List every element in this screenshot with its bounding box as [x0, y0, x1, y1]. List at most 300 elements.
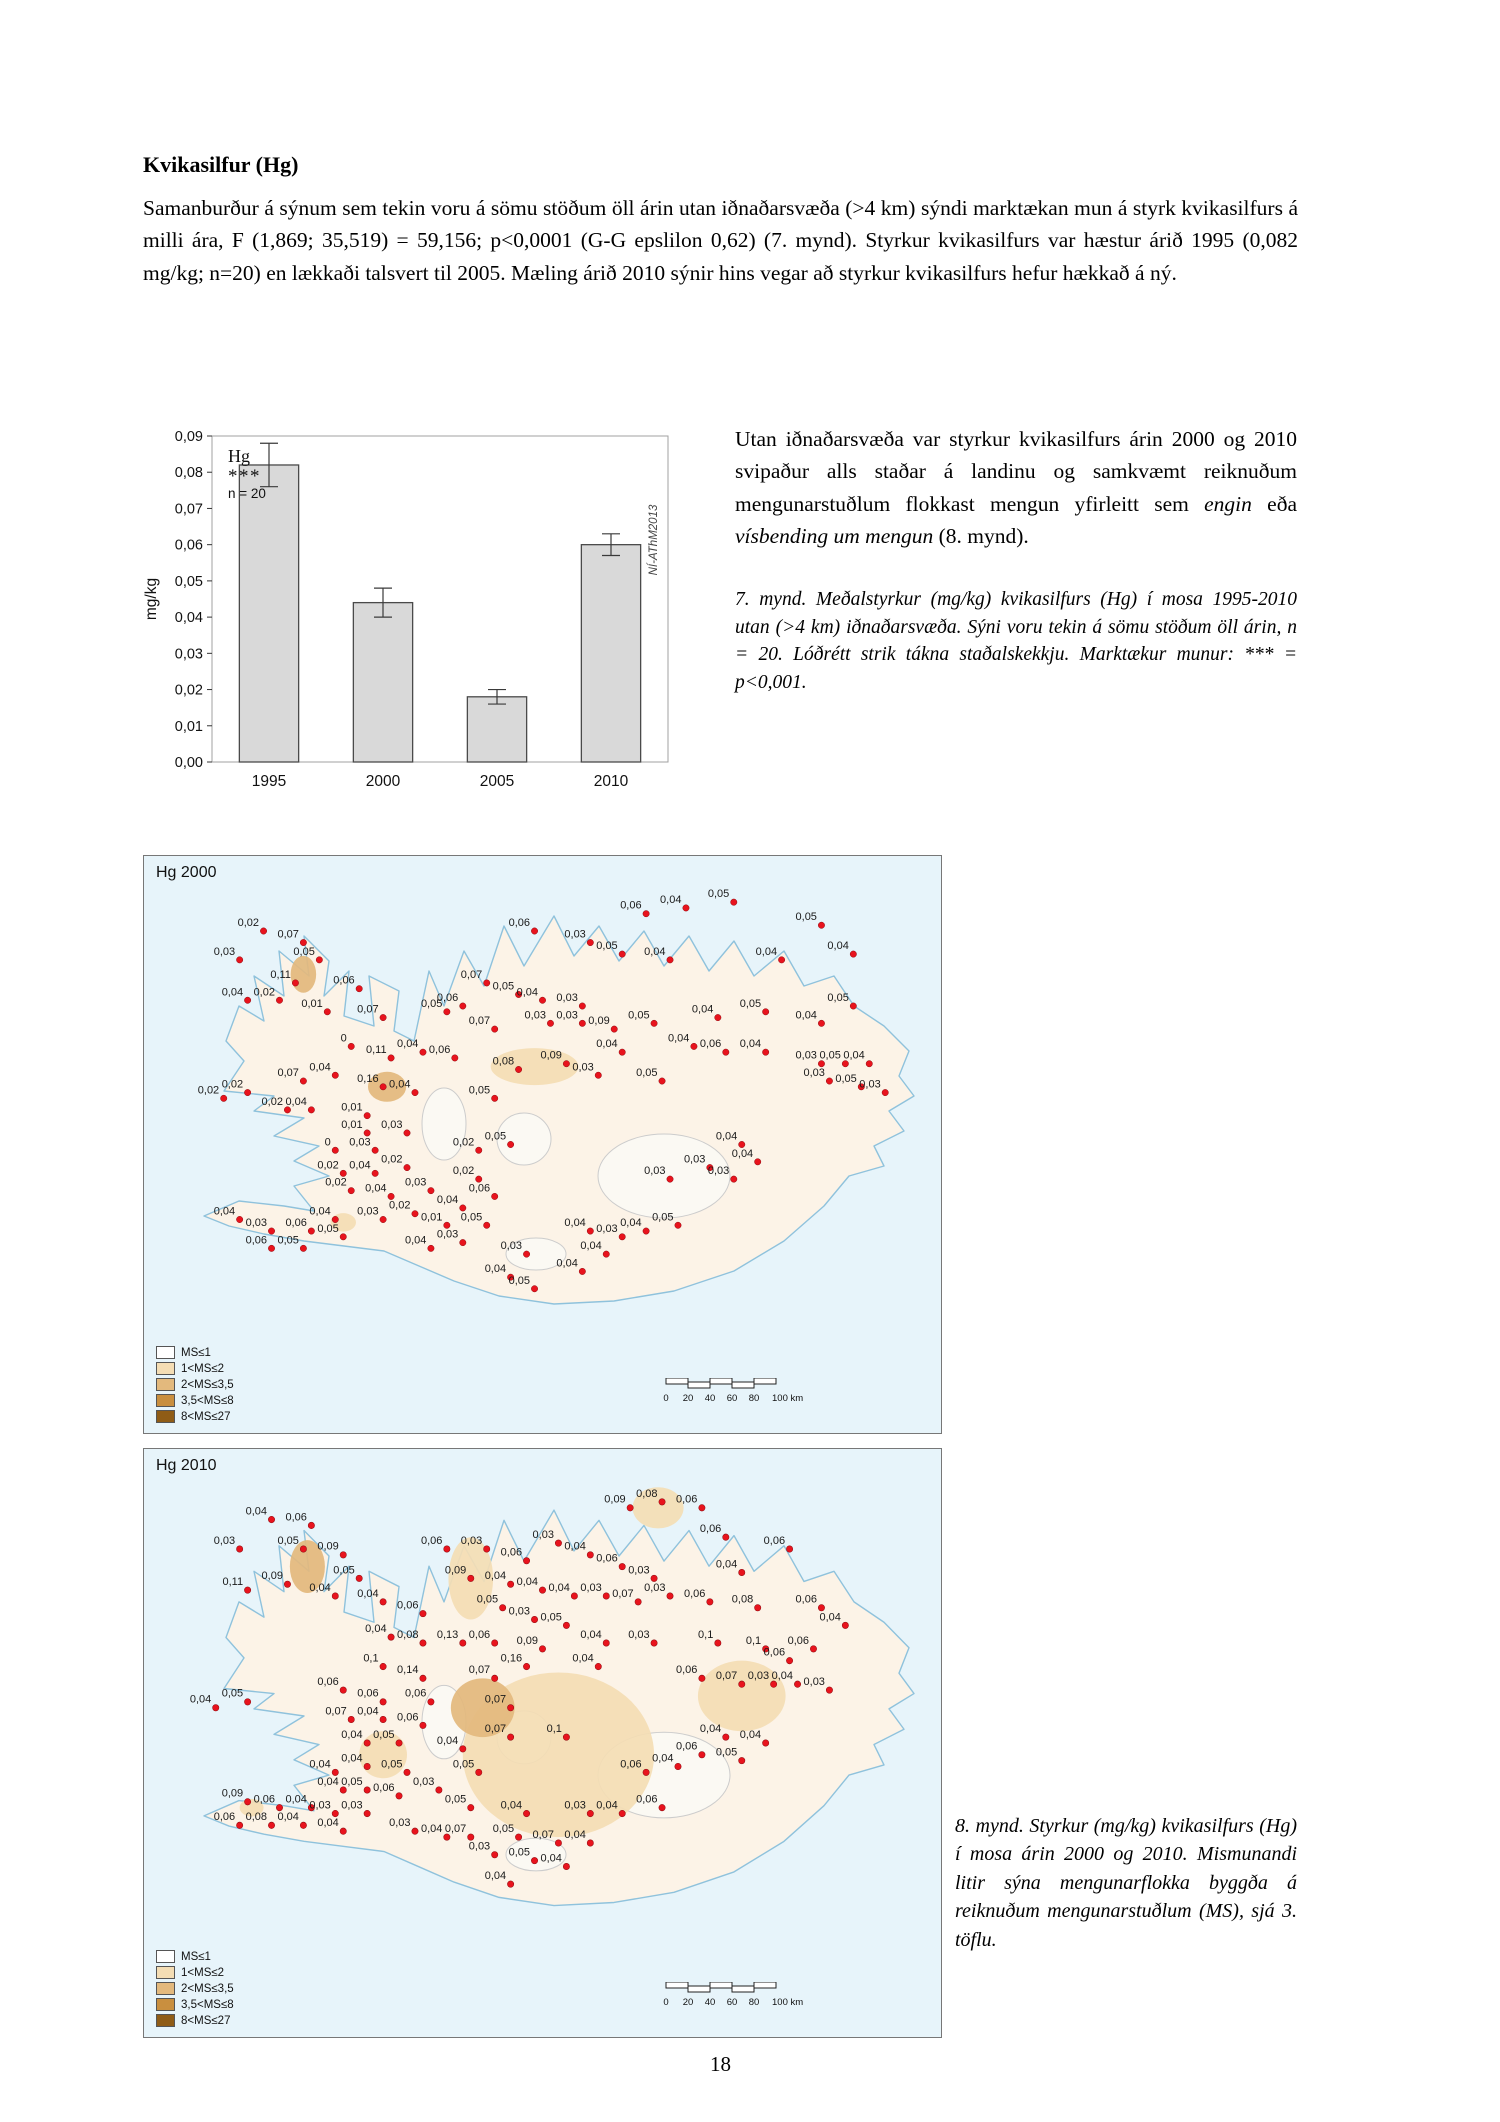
sample-value: 0,03: [404, 1176, 427, 1189]
scale-label: 20: [682, 1997, 694, 2008]
y-tick-label: 0,07: [174, 501, 203, 518]
sample-dot: [659, 1499, 665, 1506]
sample-dot: [308, 1228, 314, 1234]
sample-value: 0,05: [333, 1564, 355, 1577]
sample-dot: [683, 905, 689, 911]
sample-value: 0,03: [803, 1067, 825, 1080]
bar-chart-svg: [140, 420, 705, 825]
sample-value: 0,05: [460, 1211, 483, 1224]
sample-value: 0,07: [715, 1670, 738, 1683]
sample-dot: [332, 1147, 338, 1153]
sample-value: 0,04: [843, 1049, 865, 1062]
sample-value: 0: [324, 1136, 331, 1149]
sample-value: 0,06: [620, 899, 642, 912]
sample-value: 0,04: [660, 893, 682, 906]
sample-dot: [571, 1593, 577, 1600]
sample-dot: [213, 1704, 219, 1711]
map-legend-2000: [156, 1346, 234, 1423]
sample-value: 0,04: [620, 1217, 642, 1230]
sample-dot: [244, 1699, 250, 1706]
sample-dot: [739, 1569, 745, 1576]
legend-label: 3,5<MS≤8: [181, 1998, 234, 2011]
sample-dot: [340, 1687, 346, 1694]
sample-dot: [364, 1112, 370, 1118]
sample-dot: [491, 1640, 497, 1647]
y-tick-label: 0,05: [174, 573, 203, 590]
sample-value: 0,02: [452, 1165, 475, 1178]
sample-dot: [340, 1552, 346, 1559]
sample-dot: [651, 1640, 657, 1647]
sample-dot: [236, 1822, 242, 1829]
sample-value: 0,03: [683, 1153, 706, 1166]
sample-value: 0,08: [245, 1811, 268, 1824]
sample-dot: [507, 1141, 513, 1147]
legend-swatch: [156, 1998, 175, 2011]
sample-value: 0,03: [795, 1049, 817, 1062]
sample-value: 0,05: [381, 1758, 403, 1771]
sample-dot: [643, 911, 649, 917]
sample-dot: [444, 1009, 450, 1015]
sample-dot: [276, 997, 282, 1003]
sample-value: 0,02: [253, 986, 275, 999]
sample-value: 0,09: [444, 1564, 467, 1577]
text-segment: eða: [1251, 491, 1297, 516]
sample-value: 0,03: [572, 1061, 594, 1074]
legend-item: [156, 1394, 234, 1407]
sample-dot: [850, 951, 856, 957]
y-tick-label: 0,03: [174, 646, 203, 663]
sample-value: 0,04: [436, 1193, 459, 1206]
sample-value: 0,05: [827, 992, 849, 1005]
sample-dot: [276, 1804, 282, 1811]
sample-dot: [603, 1640, 609, 1647]
sample-dot: [603, 1251, 609, 1257]
sample-dot: [539, 1646, 545, 1653]
sample-dot: [499, 1604, 505, 1611]
sample-dot: [460, 1640, 466, 1647]
scale-segment: [754, 1982, 776, 1988]
sample-value: 0,05: [492, 980, 515, 993]
sample-value: 0,07: [484, 1722, 507, 1736]
sample-dot: [221, 1095, 227, 1101]
sample-value: 0,05: [317, 1222, 339, 1235]
bar: [581, 545, 640, 762]
sample-dot: [428, 1699, 434, 1706]
sample-dot: [667, 957, 673, 963]
sample-dot: [826, 1687, 832, 1694]
sample-value: 0,04: [580, 1628, 602, 1641]
legend-swatch: [156, 1346, 175, 1359]
sample-value: 0,04: [572, 1652, 594, 1665]
sample-value: 0,13: [436, 1628, 459, 1641]
sample-value: 0,04: [397, 1038, 419, 1051]
sample-value: 0,04: [309, 1581, 331, 1594]
sample-value: 0,16: [357, 1072, 379, 1085]
sample-dot: [491, 1851, 497, 1858]
sample-dot: [563, 1734, 569, 1741]
sample-value: 0,04: [715, 1558, 738, 1571]
sample-value: 0,06: [500, 1546, 523, 1559]
sample-dot: [643, 1228, 649, 1234]
sample-dot: [380, 1216, 386, 1222]
sample-dot: [699, 1751, 705, 1758]
scale-segment: [754, 1378, 776, 1384]
y-tick-label: 0,01: [174, 718, 203, 735]
legend-swatch: [156, 1950, 175, 1963]
pollution-patch: [291, 956, 317, 993]
sample-value: 0,06: [285, 1217, 307, 1230]
sample-value: 0,05: [492, 1822, 515, 1836]
sample-value: 0,06: [699, 1523, 722, 1536]
sample-value: 0,04: [436, 1734, 459, 1747]
sample-value: 0,04: [404, 1234, 427, 1247]
legend-item: [156, 1966, 234, 1979]
sample-value: 0,04: [556, 1257, 578, 1270]
sample-value: 0,06: [676, 1664, 698, 1677]
sample-dot: [300, 1546, 306, 1553]
sample-value: 0,06: [636, 1793, 658, 1806]
sample-value: 0,02: [325, 1176, 347, 1189]
sample-dot: [380, 1084, 386, 1090]
x-tick-label: 2000: [365, 773, 401, 790]
sample-value: 0,04: [540, 1852, 562, 1865]
sample-dot: [531, 1857, 537, 1864]
legend-label: 1<MS≤2: [181, 1966, 225, 1979]
sample-value: 0,05: [484, 1130, 507, 1143]
scale-segment: [688, 1382, 710, 1388]
sample-dot: [699, 1505, 705, 1512]
sample-value: 0,06: [420, 1534, 443, 1547]
x-tick-label: 1995: [251, 773, 287, 790]
sample-value: 0,06: [397, 1711, 419, 1724]
sample-value: 0,05: [508, 1274, 531, 1287]
sample-value: 0,04: [755, 945, 778, 958]
y-axis-label: mg/kg: [143, 577, 160, 621]
sample-value: 0,02: [389, 1199, 411, 1212]
sample-dot: [468, 1575, 474, 1582]
sample-value: 0,04: [349, 1159, 371, 1172]
sample-dot: [292, 980, 298, 986]
sample-value: 0,07: [468, 1664, 491, 1677]
sample-dot: [739, 1757, 745, 1764]
sample-dot: [762, 1740, 768, 1747]
sample-value: 0,03: [556, 992, 578, 1005]
sample-value: 0,09: [317, 1540, 339, 1553]
sample-value: 0,04: [341, 1728, 363, 1741]
sample-dot: [491, 1675, 497, 1682]
sample-value: 0,11: [365, 1043, 387, 1056]
sample-value: 0,04: [245, 1505, 268, 1518]
right-column: [735, 423, 1297, 697]
sample-value: 0,06: [763, 1534, 786, 1547]
sample-dot: [460, 1746, 466, 1753]
sample-dot: [675, 1763, 681, 1770]
sample-dot: [675, 1222, 681, 1228]
sample-value: 0,1: [363, 1652, 379, 1665]
scale-label: 100 km: [772, 1393, 804, 1404]
sample-value: 0,06: [253, 1793, 275, 1806]
sample-value: 0,09: [261, 1570, 283, 1583]
sample-dot: [476, 1147, 482, 1153]
sample-value: 0,03: [564, 1799, 586, 1812]
sample-value: 0,04: [285, 1095, 307, 1108]
bar: [467, 697, 526, 762]
sample-dot: [372, 1170, 378, 1176]
sample-value: 0,1: [546, 1722, 562, 1736]
sample-dot: [364, 1740, 370, 1747]
sample-dot: [850, 1003, 856, 1009]
sample-dot: [603, 1593, 609, 1600]
sample-value: 0,05: [373, 1728, 395, 1741]
hg-bar-chart: [140, 420, 705, 825]
section-heading: Kvikasilfur (Hg): [143, 152, 299, 177]
sample-value: 0,04: [365, 1182, 387, 1195]
sample-value: 0,16: [500, 1652, 523, 1665]
sample-value: 0,04: [564, 1828, 586, 1841]
sample-dot: [452, 1055, 458, 1061]
legend-item: [156, 1410, 234, 1423]
sample-dot: [762, 1009, 768, 1015]
y-tick-label: 0,04: [174, 610, 203, 627]
scale-label: 80: [748, 1997, 760, 2008]
watermark: NÍ-AThM2013: [648, 504, 660, 576]
sample-value: 0,05: [341, 1775, 363, 1788]
sample-dot: [412, 1211, 418, 1217]
sample-dot: [420, 1610, 426, 1617]
sample-value: 0,06: [213, 1811, 236, 1824]
sample-dot: [404, 1164, 410, 1170]
sample-value: 0,04: [309, 1205, 331, 1218]
legend-item: [156, 1378, 234, 1391]
sample-dot: [420, 1049, 426, 1055]
sample-dot: [380, 1699, 386, 1706]
sample-dot: [380, 1716, 386, 1723]
legend-label: 1<MS≤2: [181, 1362, 225, 1375]
sample-value: 0,03: [413, 1775, 435, 1788]
sample-value: 0,05: [652, 1211, 674, 1224]
y-tick-label: 0,00: [174, 755, 203, 771]
sample-value: 0,05: [715, 1746, 738, 1759]
sample-value: 0,07: [612, 1587, 634, 1600]
sample-dot: [651, 1575, 657, 1582]
sample-value: 0,04: [652, 1752, 674, 1765]
sample-value: 0,03: [357, 1205, 379, 1218]
sample-dot: [531, 928, 537, 934]
sample-dot: [523, 1251, 529, 1257]
sample-value: 0,05: [636, 1067, 658, 1080]
scale-segment: [666, 1378, 688, 1384]
sample-value: 0,03: [707, 1165, 730, 1178]
scale-segment: [732, 1382, 754, 1388]
sample-value: 0,01: [301, 997, 323, 1010]
sample-dot: [531, 1616, 537, 1623]
sample-dot: [635, 1599, 641, 1606]
sample-value: 0,07: [484, 1693, 507, 1706]
sample-dot: [484, 1546, 490, 1553]
sample-value: 0,11: [222, 1575, 244, 1589]
sample-dot: [539, 997, 545, 1003]
sample-value: 0,03: [508, 1605, 531, 1618]
sample-value: 0,05: [444, 1793, 467, 1806]
map-hg-2000: [143, 855, 942, 1434]
sample-dot: [268, 1516, 274, 1523]
y-tick-label: 0,06: [174, 537, 203, 554]
sample-dot: [699, 1675, 705, 1682]
sample-dot: [587, 1228, 593, 1234]
sample-dot: [420, 1722, 426, 1729]
sample-value: 0,14: [397, 1664, 419, 1677]
sample-value: 0,04: [309, 1061, 331, 1074]
sample-dot: [460, 1205, 466, 1211]
sample-value: 0,04: [699, 1722, 722, 1736]
sample-dot: [611, 1026, 617, 1032]
sample-value: 0,04: [819, 1611, 841, 1624]
sample-value: 0,04: [341, 1752, 363, 1765]
sample-dot: [723, 1049, 729, 1055]
legend-label: 3,5<MS≤8: [181, 1394, 234, 1407]
sample-dot: [667, 1176, 673, 1182]
sample-dot: [659, 1804, 665, 1811]
sample-value: 0,02: [317, 1159, 339, 1172]
sample-dot: [882, 1089, 888, 1095]
sample-dot: [507, 1704, 513, 1711]
sample-dot: [619, 1810, 625, 1817]
sample-dot: [531, 1286, 537, 1292]
sample-dot: [539, 1587, 545, 1594]
sample-dot: [587, 1552, 593, 1559]
sample-value: 0,04: [731, 1147, 754, 1160]
map-title-2010: Hg 2010: [156, 1457, 217, 1474]
sample-dot: [308, 1522, 314, 1529]
sample-dot: [547, 1020, 553, 1026]
sample-value: 0,03: [628, 1628, 650, 1641]
sample-value: 0,03: [460, 1534, 483, 1547]
sample-value: 0,04: [285, 1793, 307, 1806]
sample-value: 0,06: [620, 1758, 642, 1771]
sample-dot: [300, 1245, 306, 1251]
sample-dot: [619, 1234, 625, 1240]
legend-label: 8<MS≤27: [181, 1410, 231, 1423]
sample-dot: [476, 1769, 482, 1776]
sample-dot: [364, 1810, 370, 1817]
sample-value: 0,06: [508, 917, 531, 930]
sample-value: 0,06: [436, 992, 459, 1005]
sample-dot: [794, 1681, 800, 1688]
sample-value: 0,03: [389, 1817, 411, 1830]
sample-dot: [555, 1840, 561, 1847]
sample-dot: [739, 1141, 745, 1147]
map-svg-2010: [144, 1449, 941, 2037]
sample-value: 0,01: [420, 1211, 443, 1224]
paragraph-intro: Samanburður á sýnum sem tekin voru á sömu stöðum öll árin utan iðnaðarsvæða (>4 km) sýndi marktækan mun á styrk kvikasilfurs á milli ára, F (1,869; 35,519) = 59,156; p<0,0001 (G-G epslilon 0,62) (7. mynd). Styrkur kvikasilfurs var hæstur árið 1995 (0,082 mg/kg; n=20) en lækkaði talsvert til 2005. Mæling árið 2010 sýnir hins vegar að styrkur kvikasilfurs hefur hækkað á ný.: [143, 196, 1298, 285]
sample-dot: [364, 1130, 370, 1136]
sample-dot: [810, 1646, 816, 1653]
sample-dot: [356, 986, 362, 992]
sample-value: 0,06: [405, 1687, 427, 1700]
sample-value: 0,06: [699, 1038, 722, 1051]
sample-value: 0,06: [468, 1628, 491, 1641]
legend-swatch: [156, 1378, 175, 1391]
sample-dot: [268, 1228, 274, 1234]
sample-value: 0,03: [859, 1078, 881, 1091]
legend-item: [156, 1950, 234, 1963]
scale-segment: [710, 1982, 732, 1988]
sample-dot: [595, 1663, 601, 1670]
sample-value: 0,03: [644, 1165, 666, 1178]
sample-value: 0,03: [628, 1564, 650, 1577]
sample-value: 0,04: [691, 1003, 714, 1016]
sample-dot: [507, 1734, 513, 1741]
sample-value: 0,05: [835, 1072, 857, 1085]
sample-value: 0,04: [189, 1693, 212, 1706]
sample-dot: [380, 1014, 386, 1020]
sample-dot: [507, 1881, 513, 1888]
sample-dot: [619, 951, 625, 957]
sample-dot: [659, 1078, 665, 1084]
scale-bar-svg: [658, 1982, 823, 2010]
legend-label: 2<MS≤3,5: [181, 1982, 234, 1995]
sample-dot: [491, 1026, 497, 1032]
sample-dot: [515, 1834, 521, 1841]
sample-value: 0,04: [548, 1581, 570, 1594]
sample-dot: [707, 1599, 713, 1606]
x-tick-label: 2005: [479, 773, 515, 790]
sample-value: 0,03: [309, 1799, 331, 1812]
sample-value: 0,05: [795, 911, 817, 924]
sample-dot: [515, 1066, 521, 1072]
sample-dot: [300, 1078, 306, 1084]
sample-value: 0,03: [468, 1840, 491, 1853]
sample-value: 0,09: [588, 1015, 610, 1028]
sample-dot: [324, 1009, 330, 1015]
sample-dot: [468, 1834, 474, 1841]
sample-dot: [380, 1663, 386, 1670]
sample-value: 0,07: [460, 968, 483, 981]
sample-value: 0,03: [349, 1136, 371, 1149]
sample-dot: [388, 1634, 394, 1641]
sample-dot: [388, 1193, 394, 1199]
map-svg-2000: [144, 856, 941, 1433]
sample-value: 0,05: [452, 1758, 475, 1771]
scale-segment: [732, 1986, 754, 1992]
sample-value: 0,04: [221, 986, 244, 999]
sample-dot: [715, 1014, 721, 1020]
sample-dot: [484, 980, 490, 986]
sample-dot: [643, 1769, 649, 1776]
paragraph-right: [735, 423, 1297, 552]
sample-dot: [364, 1763, 370, 1770]
sample-value: 0,02: [261, 1095, 283, 1108]
sample-value: 0,03: [747, 1670, 770, 1683]
legend-label: 2<MS≤3,5: [181, 1378, 234, 1391]
sample-dot: [587, 1840, 593, 1847]
sample-dot: [579, 1020, 585, 1026]
sample-dot: [332, 1072, 338, 1078]
sample-dot: [818, 1604, 824, 1611]
sample-dot: [754, 1159, 760, 1165]
sample-dot: [404, 1769, 410, 1776]
legend-item: [156, 2014, 234, 2027]
sample-dot: [300, 939, 306, 945]
sample-value: 0,02: [452, 1136, 475, 1149]
sample-value: 0,05: [476, 1593, 499, 1606]
scale-segment: [710, 1378, 732, 1384]
scale-label: 60: [726, 1997, 738, 2008]
sample-dot: [786, 1546, 792, 1553]
legend-swatch: [156, 1394, 175, 1407]
scale-label: 100 km: [772, 1997, 804, 2008]
text-segment: engin: [1204, 491, 1252, 516]
